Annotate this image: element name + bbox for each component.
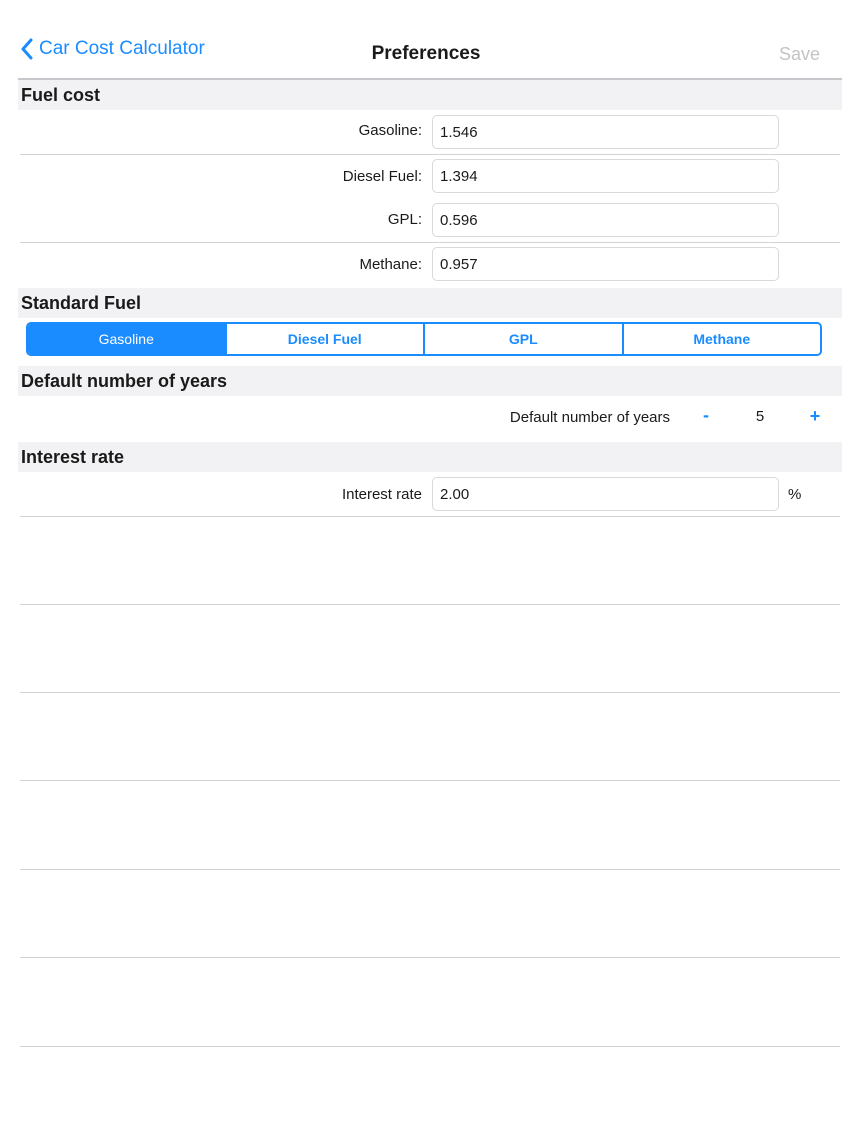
save-button[interactable]: Save: [778, 44, 820, 64]
section-header-interest-rate: Interest rate: [18, 442, 842, 472]
segment-gpl[interactable]: GPL: [423, 324, 622, 354]
methane-price-input[interactable]: [432, 247, 779, 281]
gpl-label: GPL:: [387, 211, 422, 228]
empty-row-divider: [20, 692, 840, 693]
fuel-row-methane: [18, 242, 842, 286]
increment-button[interactable]: +: [809, 406, 821, 426]
years-value: 5: [755, 408, 765, 425]
diesel-fuel-label: Diesel Fuel:: [342, 168, 422, 185]
section-header-standard-fuel: Standard Fuel: [18, 288, 842, 318]
interest-rate-input[interactable]: [432, 477, 779, 511]
empty-row-divider: [20, 869, 840, 870]
row-divider: [20, 516, 840, 517]
percent-unit: %: [788, 486, 802, 503]
decrement-button[interactable]: -: [703, 405, 709, 425]
gasoline-label: Gasoline:: [358, 122, 422, 139]
section-header-fuel-cost: Fuel cost: [18, 80, 842, 110]
segment-diesel-fuel[interactable]: Diesel Fuel: [225, 324, 424, 354]
segment-gasoline[interactable]: Gasoline: [28, 324, 225, 354]
empty-row-divider: [20, 1046, 840, 1047]
navigation-bar: [0, 0, 852, 80]
empty-row-divider: [20, 604, 840, 605]
fuel-row-gpl: [18, 198, 842, 242]
empty-row-divider: [20, 780, 840, 781]
page-title: Preferences: [371, 43, 481, 64]
segment-methane[interactable]: Methane: [622, 324, 821, 354]
gasoline-price-input[interactable]: [432, 115, 779, 149]
interest-rate-row: [18, 472, 842, 516]
interest-rate-label: Interest rate: [341, 486, 422, 503]
default-years-row: [18, 396, 842, 440]
standard-fuel-segmented-control: [26, 322, 822, 356]
methane-label: Methane:: [359, 256, 422, 273]
empty-row-divider: [20, 957, 840, 958]
fuel-row-diesel: [18, 154, 842, 198]
diesel-fuel-price-input[interactable]: [432, 159, 779, 193]
back-button-label: Car Cost Calculator: [39, 38, 205, 59]
default-years-label: Default number of years: [509, 409, 670, 426]
fuel-row-gasoline: [18, 110, 842, 154]
section-header-default-years: Default number of years: [18, 366, 842, 396]
gpl-price-input[interactable]: [432, 203, 779, 237]
